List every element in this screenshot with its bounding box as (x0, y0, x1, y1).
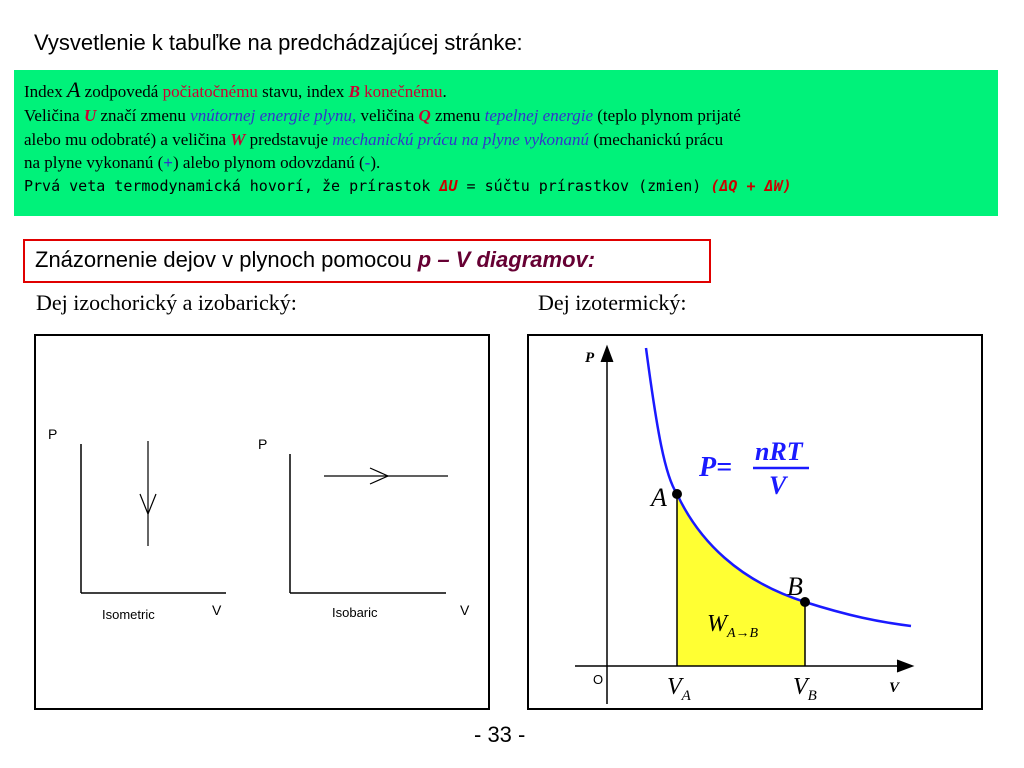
diagram-section-title (23, 239, 711, 283)
va-label (667, 674, 692, 704)
text: Index (24, 82, 67, 101)
symbol-w: W (230, 129, 246, 149)
caption-isothermal: Dej izotermický: (538, 290, 687, 315)
va-subscript: A (681, 688, 691, 704)
point-b-label: B (787, 572, 803, 601)
initial-state-term: počiatočnému (162, 82, 258, 101)
text: stavu, index (257, 82, 349, 101)
va-main: V (667, 674, 682, 700)
graph1-name: Isometric (102, 607, 155, 622)
index-b: B (348, 82, 360, 101)
graph2-ylabel: P (258, 436, 268, 452)
explanation-line-1 (24, 78, 988, 104)
graph2-name: Isobaric (332, 605, 378, 620)
delta-sum: (ΔQ + ΔW) (710, 177, 792, 196)
isochoric-isobaric-diagrams (36, 336, 488, 708)
text: veličina (356, 105, 419, 125)
plus-sign: + (163, 153, 173, 173)
origin-label: O (593, 672, 604, 687)
formula-lhs: P= (699, 452, 733, 483)
minus-sign: - (364, 153, 371, 173)
page-number: - 33 - (474, 722, 526, 747)
formula-denominator: V (769, 471, 787, 500)
isothermal-panel (527, 334, 983, 710)
text: (mechanickú prácu (589, 129, 724, 149)
text: Prvá veta termodynamická hovorí, že prírastok (24, 177, 440, 196)
text: na plyne vykonanú ( (24, 153, 164, 173)
point-a-label: A (651, 483, 667, 512)
formula-numerator: nRT (755, 437, 803, 466)
isotherm-formula (698, 437, 809, 500)
text: ) alebo plynom odovzdanú ( (172, 153, 365, 173)
graph1-ylabel: P (48, 426, 58, 442)
v-axis-label: V (889, 680, 900, 696)
internal-energy-term: vnútornej energie plynu, (190, 105, 357, 125)
v-axis-arrow-icon (897, 660, 913, 672)
symbol-u: U (83, 105, 97, 125)
graph1-xlabel: V (212, 602, 222, 618)
work-main: W (707, 611, 727, 637)
text: Znázornenie dejov v plynoch pomocou (35, 247, 418, 272)
text: . (442, 82, 447, 101)
isothermal-diagram (529, 336, 981, 708)
vb-subscript: B (807, 688, 817, 704)
point-a-marker (672, 489, 682, 499)
text: alebo mu odobraté) a veličina (24, 129, 231, 149)
vb-label (793, 674, 817, 704)
pv-diagram-term: p – V diagramov: (417, 247, 596, 272)
caption-isochoric-isobaric: Dej izochorický a izobarický: (36, 290, 297, 315)
index-a: A (66, 77, 81, 102)
text: zodpovedá (80, 82, 163, 101)
mechanical-work-term: mechanickú prácu na plyne vykonanú (332, 129, 590, 149)
explanation-line-3 (24, 128, 988, 152)
graph2-xlabel: V (460, 602, 470, 618)
final-state-term: konečnému (364, 82, 443, 101)
heat-energy-term: tepelnej energie (484, 105, 594, 125)
isochoric-isobaric-panel (34, 334, 490, 710)
text: (teplo plynom prijaté (593, 105, 741, 125)
text: ). (370, 153, 381, 173)
text: predstavuje (245, 129, 333, 149)
p-axis-label: P (585, 350, 595, 366)
vb-main: V (793, 674, 808, 700)
explanation-line-4 (24, 151, 988, 175)
work-subscript: A→B (727, 626, 759, 641)
text: zmenu (430, 105, 485, 125)
text: Veličina (24, 105, 84, 125)
text: značí zmenu (96, 105, 191, 125)
p-axis-arrow-icon (601, 346, 613, 362)
page-heading: Vysvetlenie k tabuľke na predchádzajúcej stránke: (34, 30, 523, 55)
symbol-q: Q (418, 105, 431, 125)
text: = súčtu prírastkov (zmien) (457, 177, 711, 196)
delta-u: ΔU (439, 177, 458, 196)
explanation-line-5 (24, 175, 988, 199)
explanation-line-2 (24, 104, 988, 128)
explanation-box (14, 70, 998, 216)
